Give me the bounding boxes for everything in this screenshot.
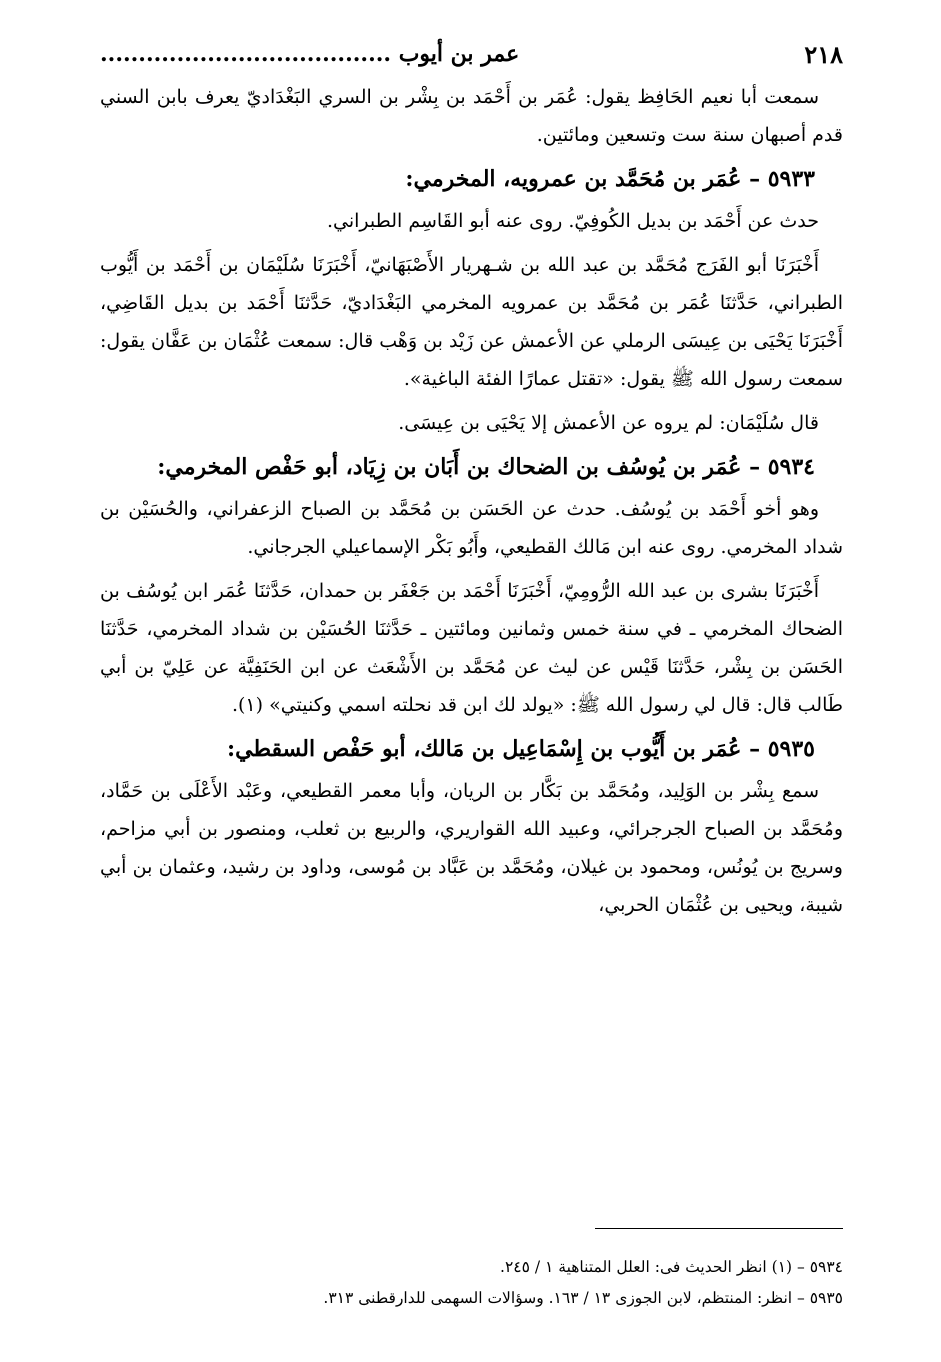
paragraph-5933-note: قال سُلَيْمَان: لم يروه عن الأعمش إلا يَحْيَى بن عِيسَى. (398, 412, 819, 434)
paragraph-5933-bio: حدث عن أَحْمَد بن بديل الكُوفِيّ. روى عنه أبو القَاسِم الطبراني. (326, 210, 819, 232)
running-title: عمر بن أيوب ...................................... (100, 41, 520, 67)
entry-heading-5935: ٥٩٣٥ – عُمَر بن أَيُّوب بن إِسْمَاعِيل بن مَالك، أبو حَفْص السقطي: (226, 736, 815, 762)
paragraph-intro: سمعت أبا نعيم الحَافِظ يقول: عُمَر بن أَحْمَد بن بِشْر بن السري البَغْدَاديّ يعرف بابن السني قدم أصبهان سنة ست وتسعين ومائتين. (100, 86, 843, 146)
paragraph-5934-hadith: أَخْبَرَنَا بشرى بن عبد الله الرُّومِيّ، أَخْبَرَنَا أَحْمَد بن جَعْفَر بن حمدان، حَدَّثنَا عُمَر ابن يُوسُف بن الضحاك المخرمي ـ في سنة خمس وثمانين ومائتين ـ حَدَّثنَا الحُسَيْن بن شداد المخرمي، حَدَّثنَا الحَسَن بن بِشْر، حَدَّثنَا قَيْس عن ليث عن مُحَمَّد بن الأَشْعَث عن ابن الحَنَفِيَّة عن عَلِيّ بن أبي طَالب قال: قال لي رسول الله ﷺ: «يولد لك ابن قد نحلته اسمي وكنيتي» (١). (100, 580, 843, 716)
page-header (100, 34, 843, 74)
footnote-5935: ٥٩٣٥ – انظر: المنتظم، لابن الجوزى ١٣ / ١٦٣. وسؤالات السهمى للدارقطنى ٣١٣. (323, 1289, 843, 1307)
entry-heading-5934: ٥٩٣٤ – عُمَر بن يُوسُف بن الضحاك بن أَبَان بن زِيَاد، أبو حَفْص المخرمي: (157, 454, 815, 480)
paragraph-5933-hadith: أَخْبَرَنَا أبو الفَرَج مُحَمَّد بن عبد الله بن شـهريار الأَصْبَهَانيّ، أَخْبَرَنَا سُلَيْمَان بن أَحْمَد بن أَيُّوب الطبراني، حَدَّثنَا عُمَر بن مُحَمَّد بن عمرويه المخرمي البَغْدَاديّ، حَدَّثنَا أَحْمَد بن بديل القَاضِي، أَخْبَرَنَا يَحْيَى بن عِيسَى الرملي عن الأعمش عن زَيْد بن وَهْب قال: سمعت عُثْمَان بن عَفَّان يقول: سمعت رسول الله ﷺ يقول: «تقتل عمارًا الفئة الباغية». (100, 254, 843, 390)
footnotes (100, 1252, 843, 1314)
entry-heading-5933: ٥٩٣٣ – عُمَر بن مُحَمَّد بن عمرويه، المخرمي: (405, 166, 815, 192)
footnote-separator (595, 1228, 843, 1229)
page-body (100, 78, 843, 924)
paragraph-5935-bio: سمع بِشْر بن الوَلِيد، ومُحَمَّد بن بَكَّار بن الريان، وأبا معمر القطيعي، وعَبْد الأَعْلَى بن حَمَّاد، ومُحَمَّد بن الصباح الجرجرائي، وعبيد الله القواريري، والربيع بن ثعلب، ومنصور بن أبي مزاحم، وسريج بن يُونُس، ومحمود بن غيلان، ومُحَمَّد بن عَبَّاد بن مُوسى، وداود بن رشيد، وعثمان بن أبي شيبة، ويحيى بن عُثْمَان الحربي، (100, 780, 843, 916)
page-number: ٢١٨ (804, 39, 843, 69)
paragraph-5934-bio: وهو أخو أَحْمَد بن يُوسُف. حدث عن الحَسَن بن مُحَمَّد بن الصباح الزعفراني، والحُسَيْن بن شداد المخرمي. روى عنه ابن مَالك القطيعي، وأَبُو بَكْر الإسماعيلي الجرجاني. (100, 498, 843, 558)
footnote-5934: ٥٩٣٤ – (١) انظر الحديث فى: العلل المتناهية ١ / ٢٤٥. (500, 1258, 843, 1276)
